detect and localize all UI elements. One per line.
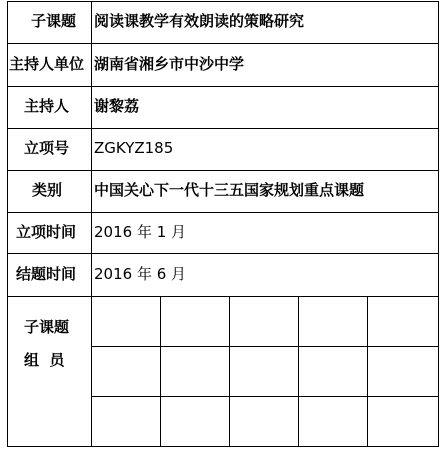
value-host-person: 谢黎荔 (94, 97, 140, 115)
row-divider (7, 43, 439, 44)
member-row-divider (91, 346, 439, 347)
row-divider (7, 170, 439, 171)
member-row-divider (91, 396, 439, 397)
value-approval-date: 2016 年 1 月 (94, 223, 187, 241)
member-column-divider (160, 296, 161, 447)
table-border-right (438, 1, 439, 447)
value-category: 中国关心下一代十三五国家规划重点课题 (94, 181, 365, 199)
label-approval-date: 立项时间 (16, 223, 77, 241)
value-host-unit: 湖南省湘乡市中沙中学 (94, 55, 245, 73)
row-divider (7, 86, 439, 87)
label-host-unit: 主持人单位 (9, 55, 85, 73)
label-category: 类别 (32, 181, 63, 199)
value-project-number: ZGKYZ185 (94, 139, 174, 157)
member-column-divider (367, 296, 368, 447)
label-project-number: 立项号 (24, 139, 70, 157)
member-column-divider (229, 296, 230, 447)
row-divider (7, 253, 439, 254)
value-subproject-title: 阅读课教学有效朗读的策略研究 (94, 12, 305, 30)
label-completion-date: 结题时间 (16, 265, 77, 283)
label-subproject: 子课题 (31, 12, 77, 30)
label-members-line2: 组 员 (24, 351, 65, 369)
label-host-person: 主持人 (24, 97, 70, 115)
value-completion-date: 2016 年 6 月 (94, 265, 187, 283)
row-divider (7, 296, 439, 297)
project-form-table (7, 1, 439, 447)
row-divider (7, 128, 439, 129)
table-border-top (7, 1, 439, 2)
label-column-divider (91, 1, 92, 447)
member-column-divider (298, 296, 299, 447)
table-border-bottom (7, 446, 439, 447)
table-border-left (7, 1, 8, 447)
row-divider (7, 212, 439, 213)
label-members-line1: 子课题 (24, 318, 70, 336)
